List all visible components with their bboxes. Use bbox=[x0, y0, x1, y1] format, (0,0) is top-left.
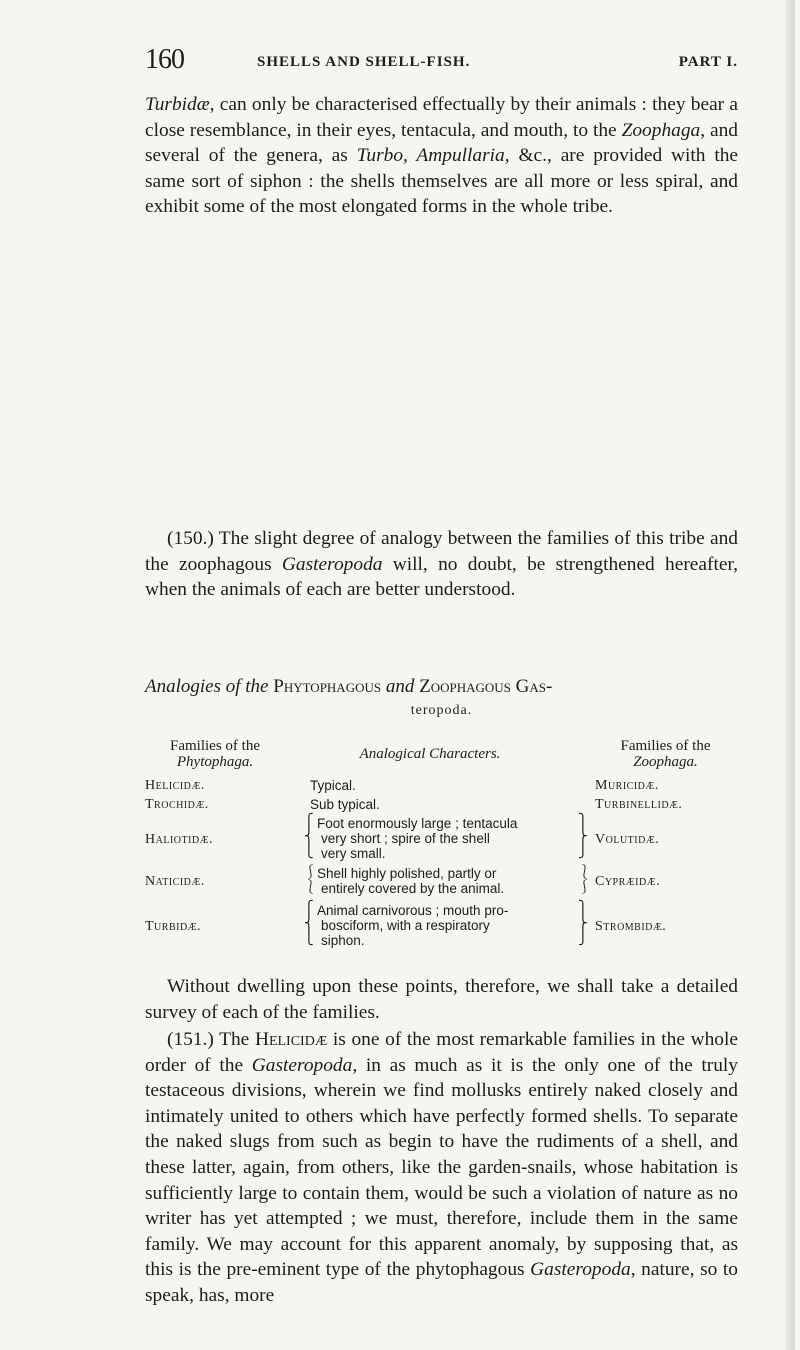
text-run: is one of the most remarkable families in the whole order of the bbox=[145, 1029, 738, 1076]
text-run: Turbidæ bbox=[145, 94, 210, 115]
right-family: Volutidæ. bbox=[595, 832, 660, 847]
text-run: , in as much as it is the only one of the truly testaceous divisions, wherein we find mollusks entirely naked closely and intimately united to others which have perfectly formed shells. To separate the naked slugs from such as begin to have the rudiments of a shell, and these latter, again, from others, like the garden-snails, whose habitation is sufficiently large to contain them, would be such a violation of nature as no writer has yet attempted ; we must, therefore, include them in the same family. We may account for this apparent anomaly, by supposing that, as this is the pre-eminent type of the phytophagous bbox=[145, 1054, 738, 1281]
text-run: of the bbox=[221, 676, 274, 697]
left-brace: ⎰ ⎱ bbox=[304, 865, 318, 895]
right-brace: ⎫ ⎬ ⎭ bbox=[578, 814, 588, 859]
paragraph-150 bbox=[145, 526, 738, 603]
right-family: Muricidæ. bbox=[595, 778, 659, 793]
text-run: Gasteropoda bbox=[530, 1259, 631, 1281]
character-line: Foot enormously large ; tentacula bbox=[317, 816, 518, 831]
right-brace: ⎫ ⎬ ⎭ bbox=[578, 901, 588, 946]
part-label: PART I. bbox=[678, 54, 738, 70]
character-line: siphon. bbox=[321, 933, 365, 948]
title-continuation: teropoda. bbox=[410, 703, 473, 718]
text-run: Gasteropoda bbox=[251, 1054, 353, 1076]
text-run: Gas- bbox=[510, 676, 553, 697]
text-run: , &c., are provided with the same sort of siphon : the shells themselves are all more or less spiral, and exhibit some of the most elongated forms in the whole tribe. bbox=[145, 145, 739, 218]
text-run: , and several of the genera, as bbox=[145, 119, 738, 167]
paragraph-turbidae bbox=[145, 92, 738, 220]
character-line: bosciform, with a respiratory bbox=[321, 918, 490, 933]
col-header-characters bbox=[285, 746, 575, 762]
right-family: Turbinellidæ. bbox=[595, 797, 683, 812]
text-run: Gasteropoda bbox=[281, 553, 383, 575]
character-line: very small. bbox=[321, 846, 386, 861]
right-family: Cypræidæ. bbox=[595, 874, 661, 889]
text-run: Analogies bbox=[145, 676, 221, 697]
col-header-line: Families of the bbox=[170, 738, 260, 754]
left-family: Naticidæ. bbox=[145, 874, 205, 889]
paragraph-without-dwelling bbox=[145, 974, 738, 1025]
left-brace: ⎧ ⎨ ⎩ bbox=[304, 814, 314, 859]
left-family: Turbidæ. bbox=[145, 919, 202, 934]
analogy-table-title bbox=[145, 675, 738, 723]
left-family: Helicidæ. bbox=[145, 778, 205, 793]
character-line: very short ; spire of the shell bbox=[321, 831, 490, 846]
text-run: , can only be characterised effectually by their animals : they bear a close resemblance, in their eyes, tentacula, and mouth, to the bbox=[145, 94, 738, 141]
page-number: 160 bbox=[145, 44, 184, 75]
text-run: Helicidæ bbox=[254, 1029, 328, 1050]
text-run: Zoophagous bbox=[419, 676, 511, 697]
right-brace: ⎱ ⎰ bbox=[578, 865, 592, 895]
text-run: will, no doubt, be strengthened hereafter, when the animals of each are better understood. bbox=[145, 553, 738, 601]
col-header-line: Analogical Characters. bbox=[359, 746, 501, 762]
text-run: Turbo, Ampullaria bbox=[356, 145, 505, 167]
character-line: Animal carnivorous ; mouth pro- bbox=[317, 903, 509, 918]
col-header-line: Zoophaga. bbox=[633, 754, 698, 770]
character-line: Typical. bbox=[310, 778, 356, 793]
text-run: (151.) The bbox=[167, 1029, 255, 1050]
text-run: Without dwelling upon these points, therefore, we shall take a detailed survey of each of the families. bbox=[145, 976, 738, 1023]
text-run: (150.) The slight degree of analogy between the families of this tribe and the zoophagous bbox=[145, 528, 738, 575]
analogy-table bbox=[145, 738, 738, 968]
running-head: SHELLS AND SHELL-FISH. bbox=[257, 54, 471, 70]
text-run: , nature, so to speak, has, more bbox=[145, 1259, 738, 1306]
character-line: entirely covered by the animal. bbox=[321, 881, 505, 896]
col-header-line: Phytophaga. bbox=[176, 754, 254, 770]
text-run: Phytophagous bbox=[273, 676, 382, 697]
paragraph-151 bbox=[145, 1027, 738, 1309]
text-run: and bbox=[381, 676, 420, 697]
col-header-line: Families of the bbox=[620, 738, 711, 754]
col-header-phytophaga bbox=[145, 738, 285, 770]
character-line: Sub typical. bbox=[310, 797, 380, 812]
page-edge bbox=[785, 0, 795, 1350]
col-header-zoophaga bbox=[593, 738, 738, 770]
page-header bbox=[145, 44, 738, 84]
left-family: Trochidæ. bbox=[145, 797, 209, 812]
text-run: Zoophaga bbox=[621, 119, 701, 141]
left-brace: ⎧ ⎨ ⎩ bbox=[304, 901, 314, 946]
right-family: Strombidæ. bbox=[595, 919, 667, 934]
left-family: Haliotidæ. bbox=[145, 832, 214, 847]
character-line: Shell highly polished, partly or bbox=[317, 866, 497, 881]
